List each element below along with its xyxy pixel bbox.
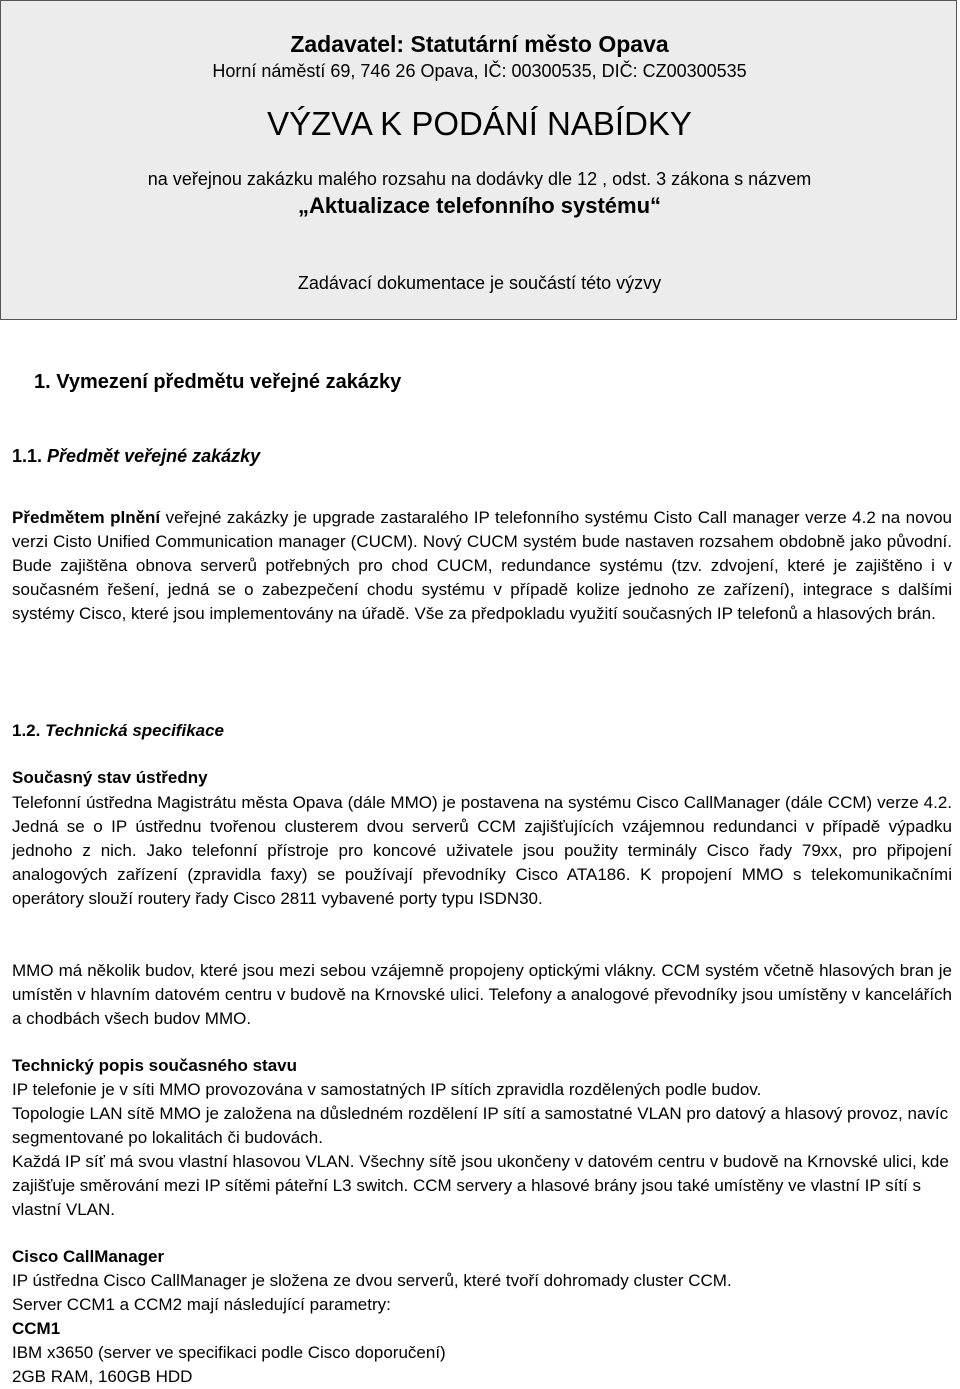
paragraph-body: veřejné zakázky je upgrade zastaralého IP telefonního systému Cisto Call manager verze 4.2 na novou verzi Cisto Unified Communication manager (CUCM). Nový CUCM systém bude nastaven rozsahem obdobně jako původní. Bude zajištěna obnova serverů potřebných pro chod CUCM, redundance systému (tzv. zdvojení, které je zajištěno i v současném řešení, jedná se o zabezpečení chodu systému v případě kolize jednoho ze zařízení), integrace s dalšími systémy Cisco, které jsou implementovány na úřadě. Vše za předpokladu využití současných IP telefonů a hlasových brán. — [12, 508, 952, 623]
section-heading: 1. Vymezení předmětu veřejné zakázky — [34, 371, 402, 393]
tech-description-body — [12, 1078, 952, 1222]
server-spec: 2GB RAM, 160GB HDD — [12, 1367, 193, 1386]
organization: Zadavatel: Statutární město Opava — [290, 31, 669, 57]
address: Horní náměstí 69, 746 26 Opava, IČ: 00300535, DIČ: CZ00300535 — [212, 61, 747, 81]
current-state-paragraph-1: Telefonní ústředna Magistrátu města Opava (dále MMO) je postavena na systému Cisco CallManager (dále CCM) verze 4.2. Jedná se o IP ústřednu tvořenou clusterem dvou serverů CCM zajišťujících vzájemnou redundanci v případě výpadku jednoho z nich. Jako telefonní přístroje pro koncové uživatele jsou použity terminály Cisco řady 79xx, pro připojení analogových zařízení (zpravidla faxy) se používají převodníky Cisco ATA186. K propojení MMO s telekomunikačními operátory slouží routery řady Cisco 2811 vybavené porty typu ISDN30. — [12, 793, 952, 908]
tech-description-line: Topologie LAN sítě MMO je založena na důsledném rozdělení IP sítí a samostatné VLAN pro datový a hlasový provoz, navíc segmentované po lokalitách či budovách. — [12, 1104, 949, 1147]
document-title: VÝZVA K PODÁNÍ NABÍDKY — [267, 105, 692, 142]
subsection-title: Technická specifikace — [45, 721, 225, 740]
subsection-heading-1-1 — [12, 444, 952, 468]
documentation-note: Zadávací dokumentace je součástí této výzvy — [297, 273, 662, 293]
tech-description-heading: Technický popis současného stavu — [12, 1056, 297, 1075]
intro-text: na veřejnou zakázku malého rozsahu na dodávky dle 12 , odst. 3 zákona s názvem — [147, 169, 812, 189]
tech-description-line: Každá IP síť má svou vlastní hlasovou VLAN. Všechny sítě jsou ukončeny v datovém centru v budově na Krnovské ulici, kde zajišťuje směrování mezi IP sítěmi páteřní L3 switch. CCM servery a hlasové brány jsou také umístěny ve vlastní IP sítí s vlastní VLAN. — [12, 1152, 949, 1219]
subsection-number: 1.2. — [12, 721, 41, 740]
current-state-paragraph-2: MMO má několik budov, které jsou mezi sebou vzájemně propojeny optickými vlákny. CCM systém včetně hlasových bran je umístěn v hlavním datovém centru v budově na Krnovské ulici. Telefony a analogové převodníky jsou umístěny v kancelářích a chodbách všech budov MMO. — [12, 961, 952, 1028]
contract-subject: „Aktualizace telefonního systému“ — [297, 193, 662, 218]
paragraph-lead: Předmětem plnění — [12, 508, 161, 527]
header-box — [0, 0, 957, 320]
callmanager-line: IP ústředna Cisco CallManager je složena ze dvou serverů, které tvoří dohromady cluster CCM. — [12, 1271, 732, 1290]
subject-paragraph — [12, 506, 952, 626]
current-state-heading: Současný stav ústředny — [12, 768, 208, 787]
callmanager-heading: Cisco CallManager — [12, 1247, 165, 1266]
subsection-number: 1.1. — [12, 446, 43, 466]
subsection-title: Předmět veřejné zakázky — [47, 446, 261, 466]
tech-description-line: IP telefonie je v síti MMO provozována v samostatných IP sítích zpravidla rozdělených podle budov. — [12, 1080, 762, 1099]
server-spec: IBM x3650 (server ve specifikaci podle Cisco doporučení) — [12, 1343, 446, 1362]
server-label: CCM1 — [12, 1319, 61, 1338]
callmanager-line: Server CCM1 a CCM2 mají následující parametry: — [12, 1295, 391, 1314]
callmanager-body — [12, 1269, 952, 1389]
subsection-heading-1-2 — [12, 719, 952, 743]
